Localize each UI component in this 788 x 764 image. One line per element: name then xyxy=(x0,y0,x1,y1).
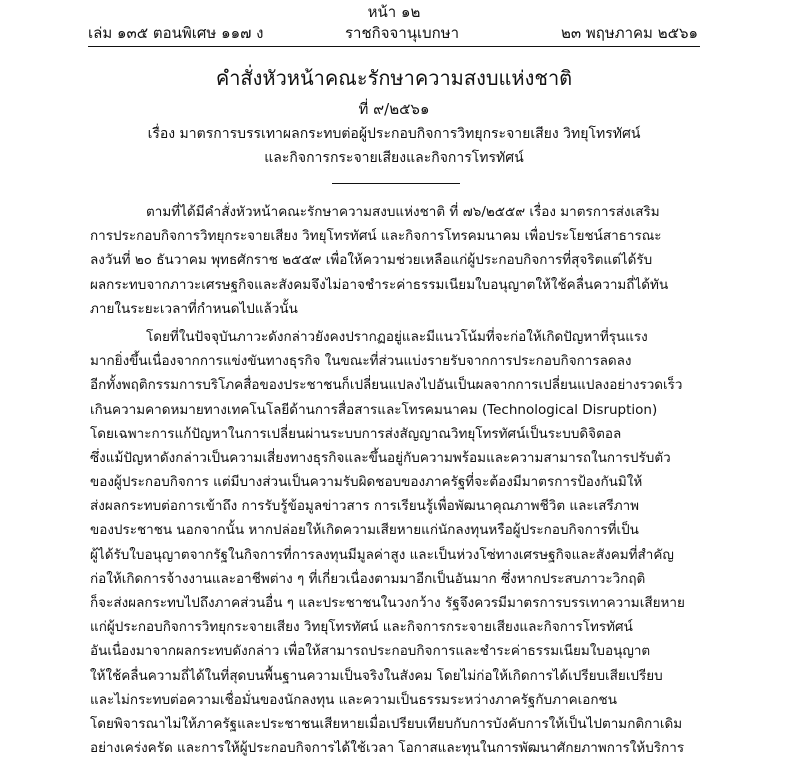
text-line: ผู้ได้รับใบอนุญาตจากรัฐในกิจการที่การลงทุนมีมูลค่าสูง และเป็นห่วงโซ่ทางเศรษฐกิจและสังคมที่สำคัญ xyxy=(90,546,674,563)
text-line: เกินความคาดหมายทางเทคโนโลยีด้านการสื่อสารและโทรคมนาคม (Technological Disruption) xyxy=(90,401,658,418)
paragraph xyxy=(90,200,702,321)
order-body xyxy=(90,200,702,764)
gazette-header xyxy=(88,22,698,44)
text-line: ให้ใช้คลื่นความถี่ได้ในที่สุดบนพื้นฐานความเป็นจริงในสังคม โดยไม่ก่อให้เกิดการได้เปรียบเสียเปรียบ xyxy=(90,667,663,684)
text-line: ก่อให้เกิดการจ้างงานและอาชีพต่าง ๆ ที่เกี่ยวเนื่องตามมาอีกเป็นอันมาก ซึ่งหากประสบภาวะวิกฤติ xyxy=(90,570,646,587)
order-subject xyxy=(0,122,788,170)
text-line: ตามที่ได้มีคำสั่งหัวหน้าคณะรักษาความสงบแห่งชาติ ที่ ๗๖/๒๕๕๙ เรื่อง มาตรการส่งเสริม xyxy=(146,204,660,220)
publication-date: ๒๓ พฤษภาคม ๒๕๖๑ xyxy=(560,24,698,42)
text-line: ของผู้ประกอบกิจการ แต่มีบางส่วนเป็นความรับผิดชอบของภาครัฐที่จะต้องมีมาตรการป้องกันมิให้ xyxy=(90,474,643,491)
text-line: ลงวันที่ ๒๐ ธันวาคม พุทธศักราช ๒๕๕๙ เพื่อให้ความช่วยเหลือแก่ผู้ประกอบกิจการที่สุจริตแต่ได้รับ xyxy=(90,252,653,269)
page-number: หน้า ๑๒ xyxy=(367,3,421,21)
text-line: อันเนื่องมาจากผลกระทบดังกล่าว เพื่อให้สามารถประกอบกิจการและชำระค่าธรรมเนียมใบอนุญาต xyxy=(90,643,651,660)
text-line: โดยพิจารณาไม่ให้ภาครัฐและประชาชนเสียหายเมื่อเปรียบเทียบกับการบังคับการให้เป็นไปตามกติกาเดิม xyxy=(90,715,683,732)
text-line: ภายในระยะเวลาที่กำหนดไปแล้วนั้น xyxy=(90,300,298,317)
text-line: การประกอบกิจการวิทยุกระจายเสียง วิทยุโทรทัศน์ และกิจการโทรคมนาคม เพื่อประโยชน์สาธารณะ xyxy=(90,228,662,245)
paragraph xyxy=(90,325,702,760)
text-line: อย่างเคร่งครัด และการให้ผู้ประกอบกิจการได้ใช้เวลา โอกาสและทุนในการพัฒนาศักยภาพการให้บริการ xyxy=(90,740,685,757)
text-line: ผลกระทบจากภาวะเศรษฐกิจและสังคมจึงไม่อาจชำระค่าธรรมเนียมใบอนุญาตให้ใช้คลื่นความถี่ได้ทัน xyxy=(90,276,669,293)
header-divider xyxy=(88,46,700,47)
volume-issue: เล่ม ๑๓๕ ตอนพิเศษ ๑๑๗ ง xyxy=(88,24,264,42)
text-line: และไม่กระทบต่อความเชื่อมั่นของนักลงทุน และความเป็นธรรมระหว่างภาครัฐกับภาคเอกชน xyxy=(90,691,617,708)
gazette-name: ราชกิจจานุเบกษา xyxy=(345,24,460,42)
text-line: โดยเฉพาะการแก้ปัญหาในการเปลี่ยนผ่านระบบการส่งสัญญาณวิทยุโทรทัศน์เป็นระบบดิจิตอล xyxy=(90,425,622,442)
text-line: ซึ่งแม้ปัญหาดังกล่าวเป็นความเสี่ยงทางธุรกิจและขึ้นอยู่กับความพร้อมและความสามารถในการปรับตัว xyxy=(90,449,671,466)
title-divider xyxy=(332,183,460,184)
subject-line: เรื่อง มาตรการบรรเทาผลกระทบต่อผู้ประกอบกิจการวิทยุกระจายเสียง วิทยุโทรทัศน์ xyxy=(147,126,641,142)
text-line: มากยิ่งขึ้นเนื่องจากการแข่งขันทางธุรกิจ ในขณะที่ส่วนแบ่งรายรับจากการประกอบกิจการลดลง xyxy=(90,353,632,370)
text-line: ก็จะส่งผลกระทบไปถึงภาคส่วนอื่น ๆ และประชาชนในวงกว้าง รัฐจึงควรมีมาตรการบรรเทาความเสียหาย xyxy=(90,595,685,611)
subject-line: และกิจการกระจายเสียงและกิจการโทรทัศน์ xyxy=(264,150,524,166)
text-line: ของประชาชน นอกจากนั้น หากปล่อยให้เกิดความเสียหายแก่นักลงทุนหรือผู้ประกอบกิจการที่เป็น xyxy=(90,522,639,539)
text-line: ส่งผลกระทบต่อการเข้าถึง การรับรู้ข้อมูลข่าวสาร การเรียนรู้เพื่อพัฒนาคุณภาพชีวิต และเสรีภาพ xyxy=(90,498,640,515)
text-line: โดยที่ในปัจจุบันภาวะดังกล่าวยังคงปรากฏอยู่และมีแนวโน้มที่จะก่อให้เกิดปัญหาที่รุนแรง xyxy=(146,328,648,345)
order-title: คำสั่งหัวหน้าคณะรักษาความสงบแห่งชาติ xyxy=(215,66,573,90)
order-number: ที่ ๙/๒๕๖๑ xyxy=(358,100,430,118)
text-line: แก่ผู้ประกอบกิจการวิทยุกระจายเสียง วิทยุโทรทัศน์ และกิจการกระจายเสียงและกิจการโทรทัศน์ xyxy=(90,619,633,636)
text-line: อีกทั้งพฤติกรรมการบริโภคสื่อของประชาชนก็เปลี่ยนแปลงไปอันเป็นผลจากการเปลี่ยนแปลงอย่างรวดเร็ว xyxy=(90,377,683,394)
